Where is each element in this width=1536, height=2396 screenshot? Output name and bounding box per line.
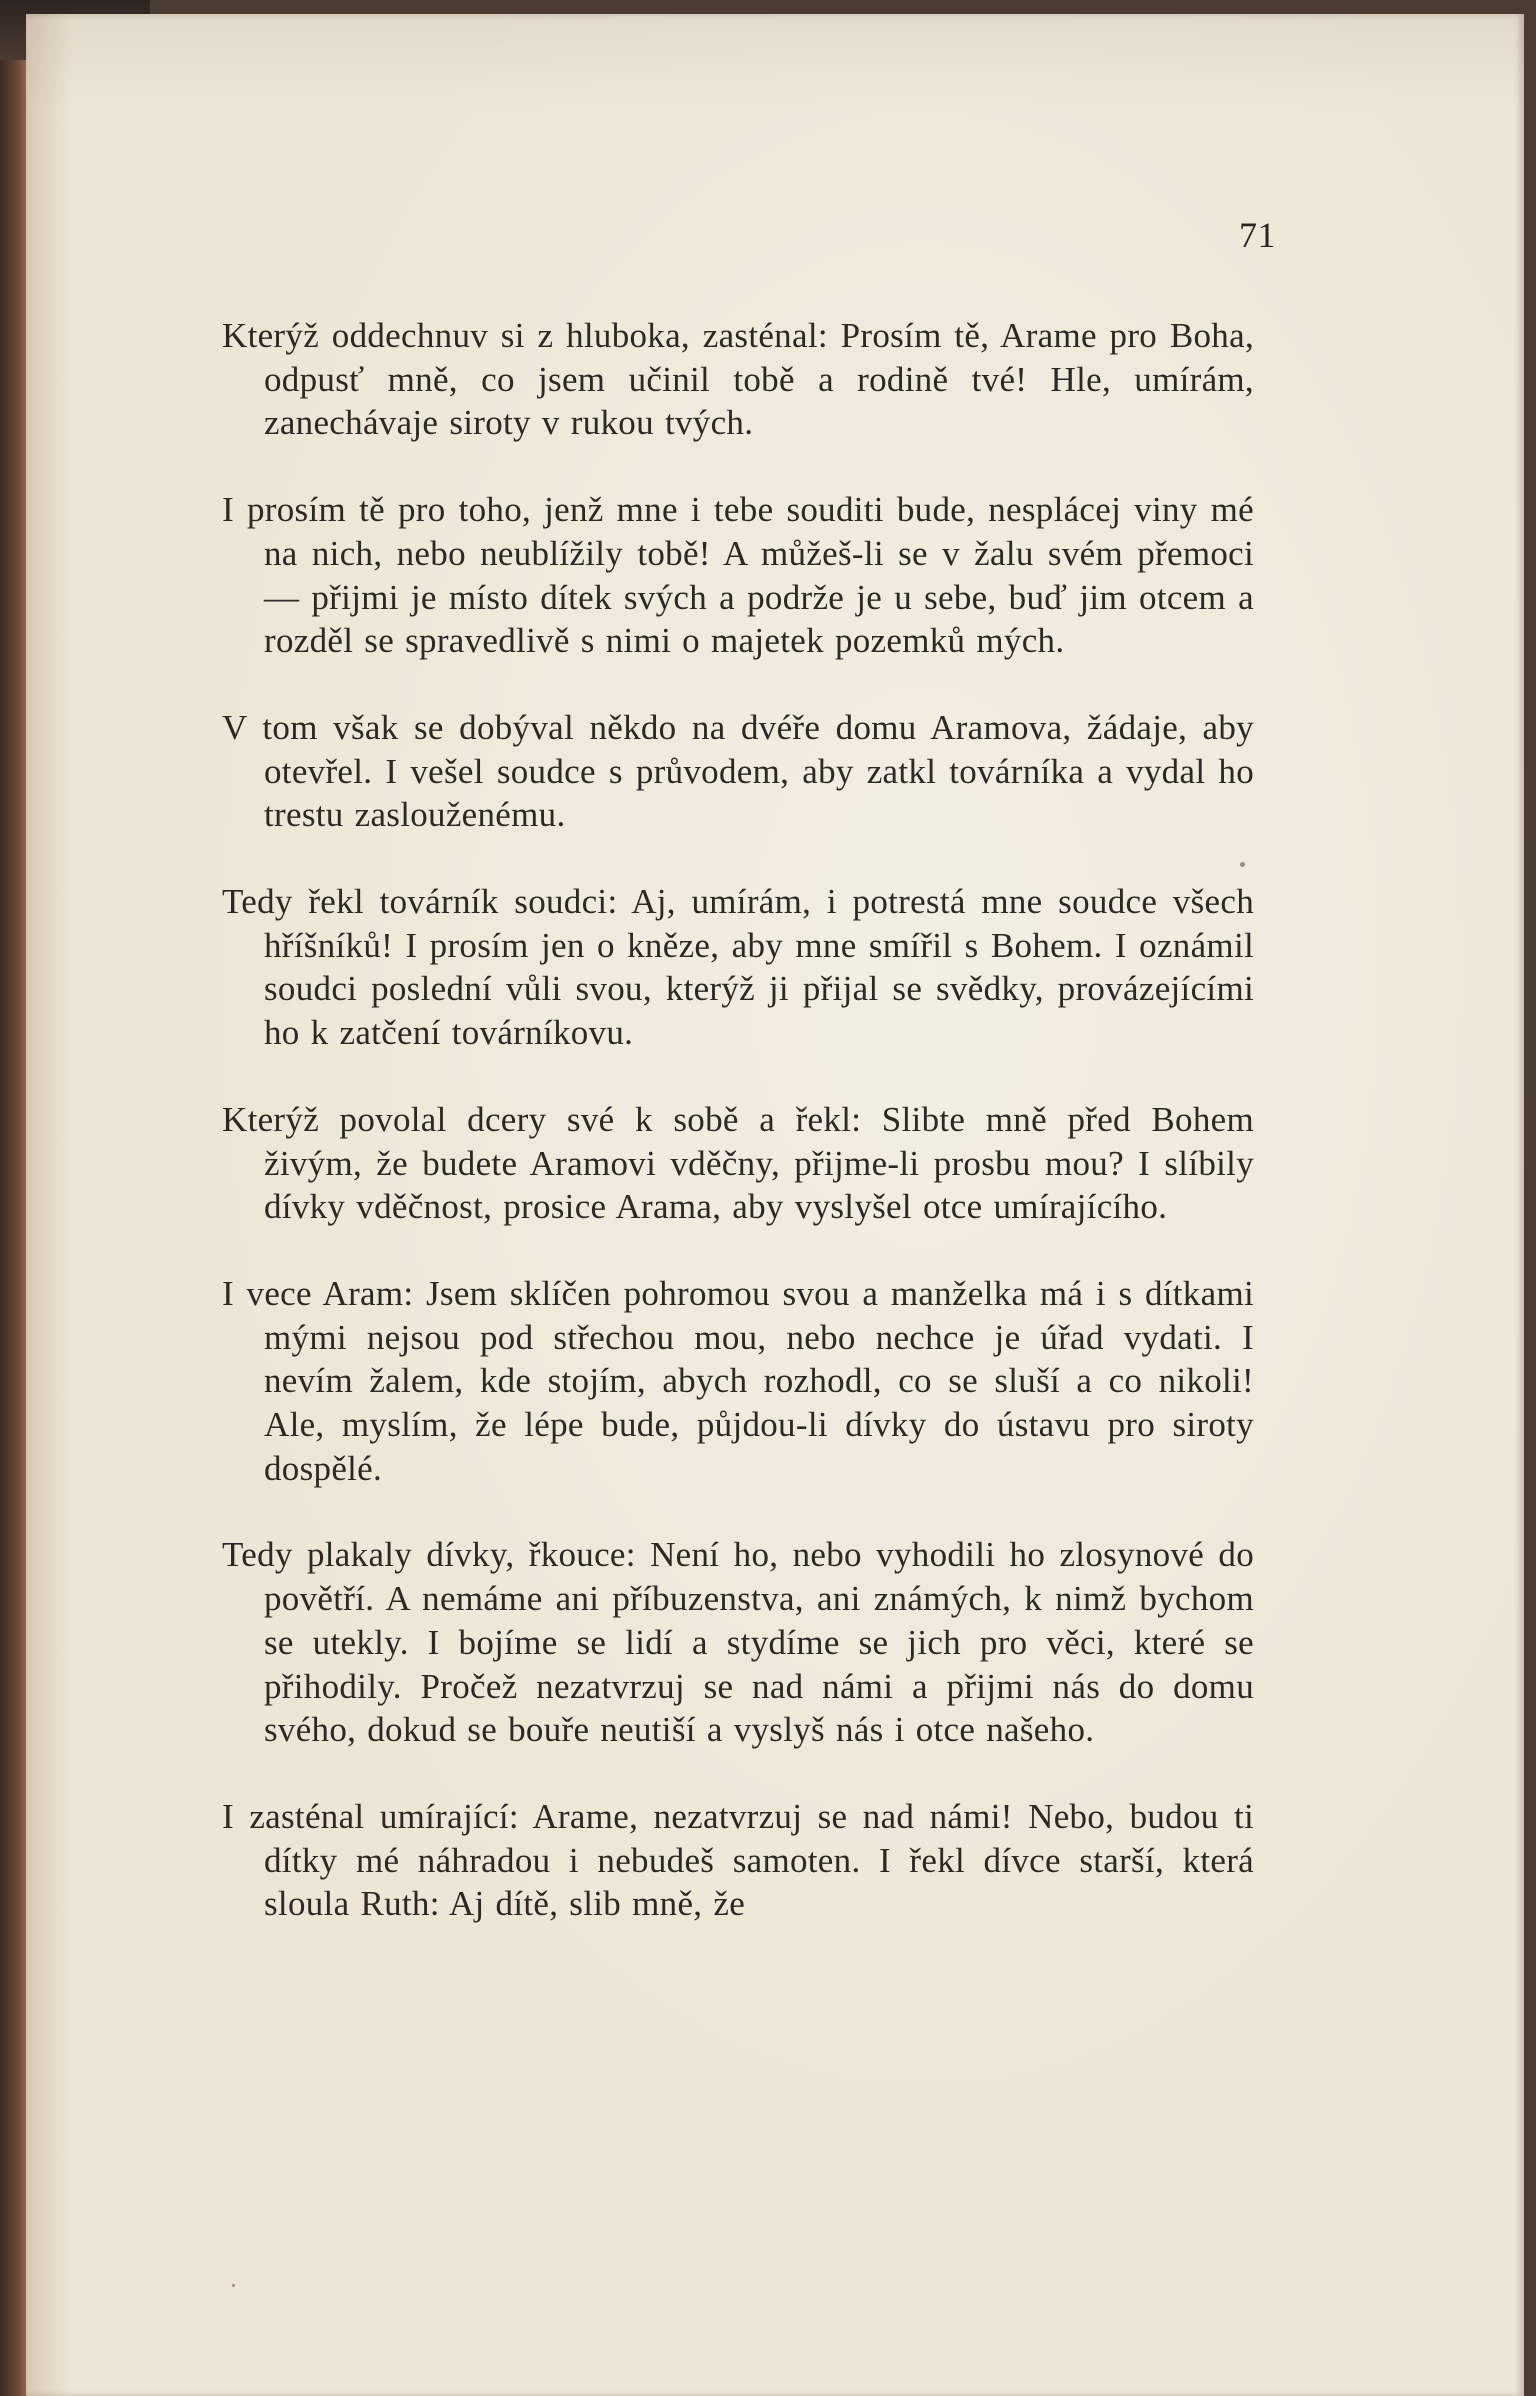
- paragraph-3: V tom však se dobýval někdo na dvéře domu Aramova, žádaje, aby otevřel. I vešel soudce s průvodem, aby zatkl továrníka a vydal ho trestu zaslouženému.: [222, 707, 1254, 835]
- paper-speck: [1240, 862, 1245, 867]
- page-number: 71: [1239, 215, 1276, 255]
- book-page: [26, 14, 1524, 2396]
- paragraph-8: I zasténal umírající: Arame, nezatvrzuj se nad námi! Nebo, budou ti dítky mé náhradou i nebudeš samoten. I řekl dívce starší, která sloula Ruth: Aj dítě, slib mně, že: [222, 1796, 1254, 1924]
- paragraph-6: I vece Aram: Jsem sklíčen pohromou svou a manželka má i s dítkami mými nejsou pod střechou mou, nebo nechce je úřad vydati. I nevím žalem, kde stojím, abych rozhodl, co se sluší a co nikoli! Ale, myslím, že lépe bude, půjdou-li dívky do ústavu pro siroty dospělé.: [222, 1273, 1254, 1488]
- paragraph-5: Kterýž povolal dcery své k sobě a řekl: Slibte mně před Bohem živým, že budete Aramovi vděčny, přijme-li prosbu mou? I slíbily dívky vděčnost, prosice Arama, aby vyslyšel otce umírajícího.: [222, 1099, 1254, 1227]
- paragraph-4: Tedy řekl továrník soudci: Aj, umírám, i potrestá mne soudce všech hříšníků! I prosím jen o kněze, aby mne smířil s Bohem. I oznámil soudci poslední vůli svou, kterýž ji přijal se svědky, provázejícími ho k zatčení továrníkovu.: [222, 882, 1254, 1053]
- page-text: [222, 314, 1254, 1926]
- paragraph-1: Kterýž oddechnuv si z hluboka, zasténal: Prosím tě, Arame pro Boha, odpusť mně, co jsem učinil tobě a rodině tvé! Hle, umírám, zanechávaje siroty v rukou tvých.: [222, 316, 1254, 443]
- paper-speck: [232, 2284, 235, 2287]
- paragraph-7: Tedy plakaly dívky, řkouce: Není ho, nebo vyhodili ho zlosynové do povětří. A nemáme ani příbuzenstva, ani známých, k nimž bychom se utekly. I bojíme se lidí a stydíme se jich pro věci, které se přihodily. Pročež nezatvrzuj se nad námi a přijmi nás do domu svého, dokud se bouře neutiší a vyslyš nás i otce našeho.: [222, 1535, 1254, 1750]
- paragraph-2: I prosím tě pro toho, jenž mne i tebe souditi bude, nesplácej viny mé na nich, nebo neublížily tobě! A můžeš-li se v žalu svém přemoci — přijmi je místo dítek svých a podrže je u sebe, buď jim otcem a rozděl se spravedlivě s nimi o majetek pozemků mých.: [222, 490, 1254, 661]
